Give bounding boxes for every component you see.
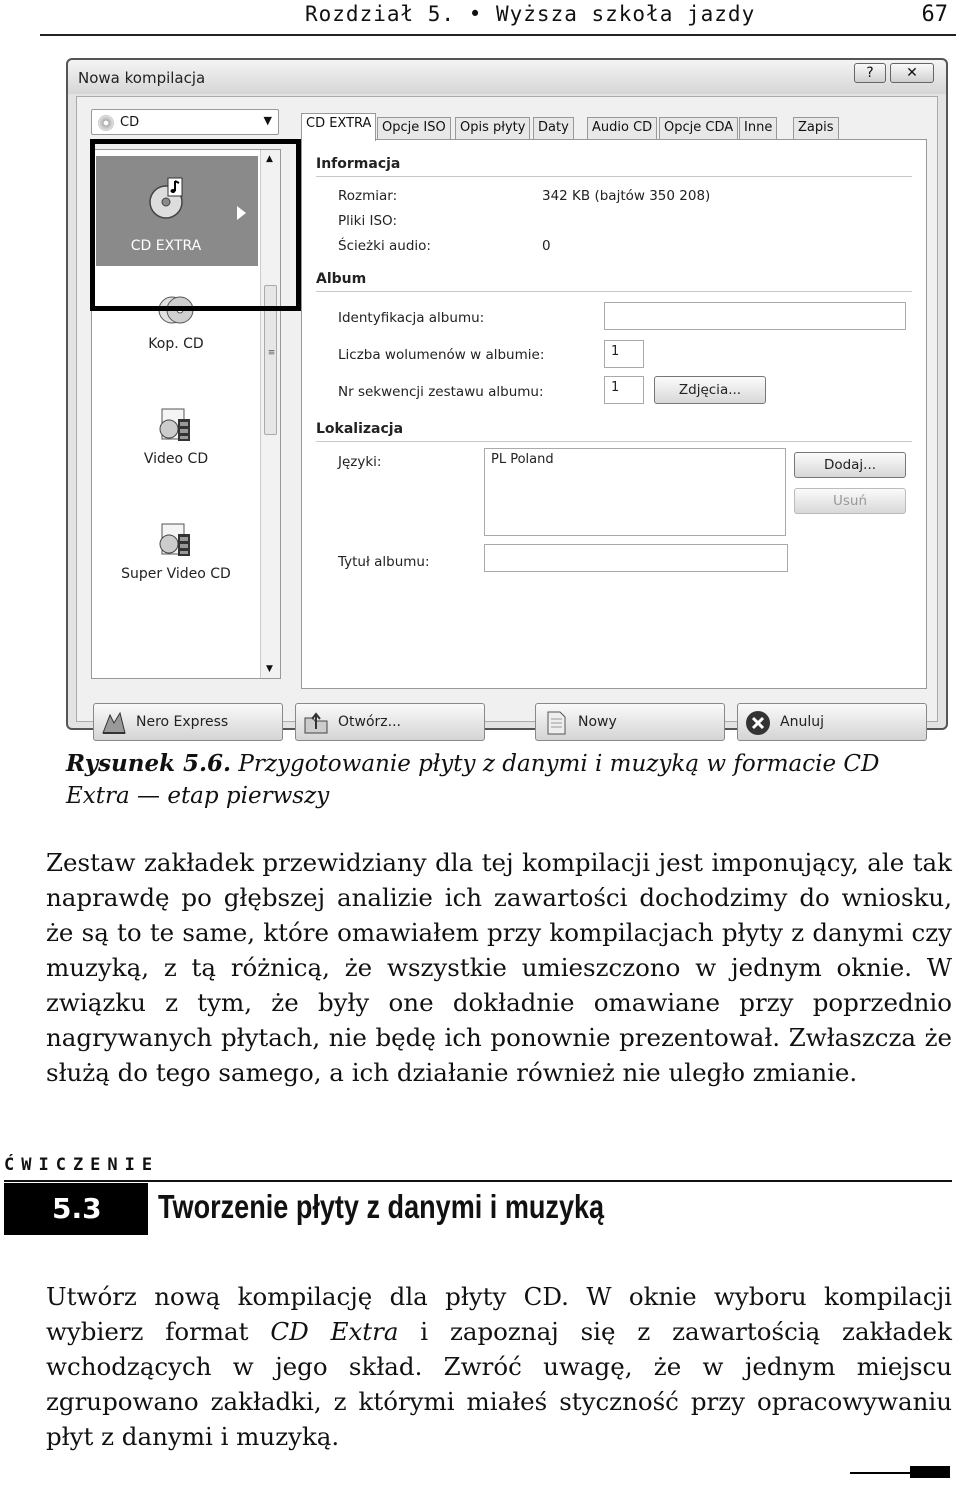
body-paragraph: Zestaw zakładek przewidziany dla tej kompilacji jest imponujący, ale tak naprawdę po głębszej analizie ich zawartości dochodzimy do wniosku, że są to te same, które omawiałem przy kompilacjach płyty z danymi czy muzyką, z tą różnicą, że wszystkie umieszczono w jednym oknie. W związku z tym, że były one dokładnie omawiane przy poprzednio nagrywanych płytach, nie będę ich ponownie prezentował. Zwłaszcza że służą do tego samego, a ich działanie również nie uległo zmianie. xyxy=(46,848,952,1087)
size-label: Rozmiar: xyxy=(338,188,398,204)
nero-express-label: Nero Express xyxy=(136,714,229,730)
tab-other[interactable]: Inne xyxy=(739,117,777,139)
compilation-item-super-video-cd[interactable] xyxy=(92,520,260,582)
audio-tracks-value: 0 xyxy=(542,238,551,254)
scroll-down-icon[interactable]: ▼ xyxy=(266,664,273,674)
localization-heading: Lokalizacja xyxy=(316,421,404,437)
compilation-label: CD EXTRA xyxy=(130,238,202,254)
photos-button[interactable]: Zdjęcia... xyxy=(654,376,766,404)
figure-number: Rysunek 5.6. xyxy=(66,750,232,777)
compilation-item-video-cd[interactable] xyxy=(92,405,260,467)
figure-caption xyxy=(66,748,946,812)
nero-express-icon xyxy=(100,709,128,737)
divider xyxy=(316,176,912,177)
compilation-label: Kop. CD xyxy=(148,336,204,352)
iso-files-label: Pliki ISO: xyxy=(338,213,397,229)
sequence-input[interactable]: 1 xyxy=(604,376,644,404)
window-title: Nowa kompilacja xyxy=(78,69,206,87)
exercise-text-start: Utwórz nową kompilację dla płyty CD. W oknie wyboru kompilacji wybierz format xyxy=(46,1282,952,1346)
running-header xyxy=(40,0,956,36)
footer-rule xyxy=(850,1472,910,1474)
remove-language-button[interactable]: Usuń xyxy=(794,488,906,514)
scroll-up-icon[interactable]: ▲ xyxy=(266,154,273,164)
chevron-down-icon: ▼ xyxy=(263,114,272,127)
languages-list[interactable] xyxy=(484,448,786,536)
exercise-text xyxy=(46,1279,952,1454)
audio-tracks-label: Ścieżki audio: xyxy=(338,238,431,254)
size-value: 342 KB (bajtów 350 208) xyxy=(542,188,711,204)
tab-dates[interactable]: Daty xyxy=(533,117,574,139)
exercise-text-format: CD Extra xyxy=(270,1317,399,1346)
album-id-label: Identyfikacja albumu: xyxy=(338,310,485,326)
tab-cda-options[interactable]: Opcje CDA xyxy=(659,117,738,139)
footer-block xyxy=(910,1466,950,1478)
disc-type-select[interactable] xyxy=(91,109,279,135)
album-id-input[interactable] xyxy=(604,302,906,330)
new-label: Nowy xyxy=(578,714,617,730)
compilation-label: Super Video CD xyxy=(121,566,231,582)
tab-disc-info[interactable]: Opis płyty xyxy=(455,117,530,139)
disc-icon xyxy=(98,115,114,131)
album-title-input[interactable] xyxy=(484,544,788,572)
cd-extra-panel xyxy=(301,139,927,689)
divider xyxy=(316,441,912,442)
exercise-rule xyxy=(4,1180,952,1182)
help-button[interactable]: ? xyxy=(854,63,886,83)
tab-cd-extra[interactable]: CD EXTRA xyxy=(301,113,376,141)
close-button[interactable]: ✕ xyxy=(890,63,934,83)
open-button[interactable] xyxy=(295,703,485,741)
info-heading: Informacja xyxy=(316,156,401,172)
video-cd-icon xyxy=(156,405,196,445)
new-button[interactable] xyxy=(535,703,725,741)
nero-express-button[interactable] xyxy=(93,703,283,741)
title-bar xyxy=(68,60,946,94)
exercise-label: ĆWICZENIE xyxy=(4,1155,160,1175)
figure-caption-text: Przygotowanie płyty z danymi i muzyką w formacie CD Extra — etap pierwszy xyxy=(66,751,880,809)
disc-type-value: CD xyxy=(120,115,140,130)
exercise-title: Tworzenie płyty z danymi i muzyką xyxy=(158,1188,605,1225)
selection-highlight-frame xyxy=(90,139,301,311)
new-compilation-window xyxy=(66,58,948,730)
volumes-input[interactable]: 1 xyxy=(604,340,644,368)
chapter-title: Rozdział 5. • Wyższa szkoła jazdy xyxy=(305,2,756,26)
open-folder-icon xyxy=(302,709,330,737)
cancel-icon xyxy=(744,709,772,737)
open-label: Otwórz... xyxy=(338,714,401,730)
tab-burn[interactable]: Zapis xyxy=(793,117,839,139)
super-video-cd-icon xyxy=(156,520,196,560)
cancel-button[interactable] xyxy=(737,703,927,741)
grip-icon: ≡ xyxy=(267,348,276,358)
volumes-label: Liczba wolumenów w albumie: xyxy=(338,347,545,363)
exercise-number: 5.3 xyxy=(4,1183,148,1235)
album-heading: Album xyxy=(316,271,367,287)
languages-label: Języki: xyxy=(338,454,382,470)
add-language-button[interactable]: Dodaj... xyxy=(794,452,906,478)
tab-audio-cd[interactable]: Audio CD xyxy=(587,117,657,139)
language-item[interactable]: PL Poland xyxy=(491,452,554,467)
cancel-label: Anuluj xyxy=(780,714,824,730)
compilation-label: Video CD xyxy=(143,451,209,467)
new-document-icon xyxy=(542,709,570,737)
exercise-text-end: i zapoznaj się z zawartością zakładek wchodzących w jego skład. Zwróć uwagę, że w jednym miejscu zgrupowano zakładki, z którymi miałeś styczność przy opracowywaniu płyt z danymi i muzyką. xyxy=(46,1317,953,1451)
page-number: 67 xyxy=(921,2,948,27)
sequence-label: Nr sekwencji zestawu albumu: xyxy=(338,384,544,400)
divider xyxy=(316,291,912,292)
album-title-label: Tytuł albumu: xyxy=(338,554,430,570)
tab-iso-options[interactable]: Opcje ISO xyxy=(377,117,451,139)
dialog-body xyxy=(76,96,938,730)
